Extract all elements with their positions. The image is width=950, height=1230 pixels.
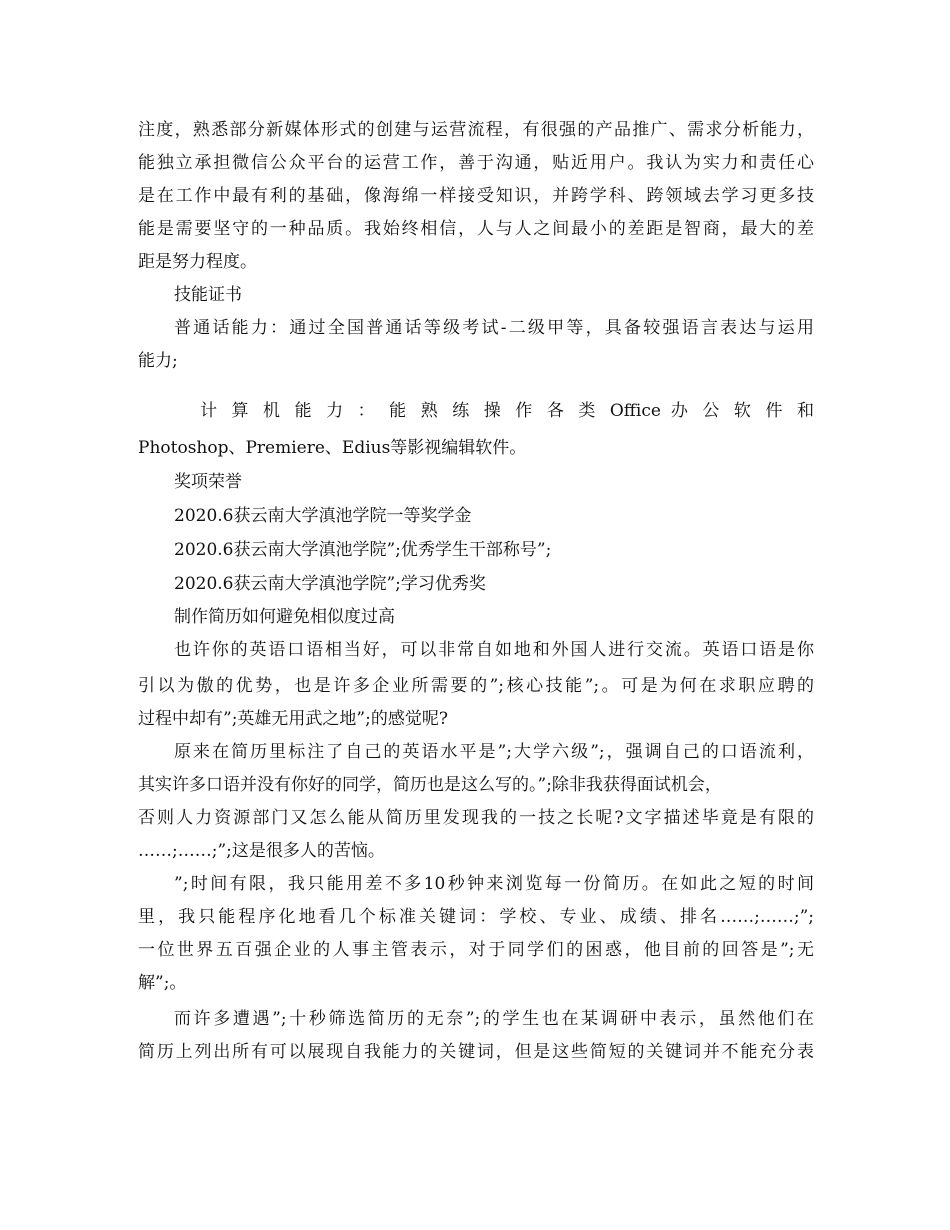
awards-heading: 奖项荣誉 [174,472,242,492]
mandarin-line-2: 能力; [138,351,178,371]
award-item: 2020.6获云南大学滇池学院”;优秀学生干部称号”; [174,540,552,560]
intro-line-4: 能是需要坚守的一种品质。我始终相信，人与人之间最小的差距是智商，最大的差 [138,219,814,239]
intro-line-3: 是在工作中最有利的基础，像海绵一样接受知识，并跨学科、跨领域去学习更多技 [138,186,814,206]
section-heading: 制作简历如何避免相似度过高 [174,607,395,627]
intro-line-1: 注度，熟悉部分新媒体形式的创建与运营流程，有很强的产品推广、需求分析能力， [138,120,814,140]
p3-line-2: 里，我只能程序化地看几个标准关键词：学校、专业、成绩、排名……;……;”; [138,907,814,927]
computer-line-2: Photoshop、Premiere、Edius等影视编辑软件。 [138,438,527,458]
p3-line-4: 解”;。 [138,973,187,993]
skills-heading: 技能证书 [174,285,242,305]
intro-line-2: 能独立承担微信公众平台的运营工作，善于沟通，贴近用户。我认为实力和责任心 [138,153,814,173]
p1-line-2: 引以为傲的优势，也是许多企业所需要的”;核心技能”;。可是为何在求职应聘的 [138,676,814,696]
mandarin-line-1: 普通话能力：通过全国普通话等级考试-二级甲等，具备较强语言表达与运用 [174,318,814,338]
computer-line-1: 计 算 机 能 力 ： 能 熟 练 操 作 各 类 Office 办 公 软 件 和 [200,401,814,421]
p4-line-1: 而许多遭遇”;十秒筛选简历的无奈”;的学生也在某调研中表示，虽然他们在 [174,1009,814,1029]
award-item: 2020.6获云南大学滇池学院一等奖学金 [174,506,472,526]
p2-line-3: 否则人力资源部门又怎么能从简历里发现我的一技之长呢?文字描述毕竟是有限的 [138,808,814,828]
p4-line-2: 简历上列出所有可以展现自我能力的关键词，但是这些简短的关键词并不能充分表 [138,1042,814,1062]
intro-line-5: 距是努力程度。 [138,252,257,272]
p2-line-4: ……;……;”;这是很多人的苦恼。 [138,841,385,861]
p1-line-1: 也许你的英语口语相当好，可以非常自如地和外国人进行交流。英语口语是你 [174,640,814,660]
p3-line-1: ”;时间有限，我只能用差不多10秒钟来浏览每一份简历。在如此之短的时间 [174,874,814,894]
award-item: 2020.6获云南大学滇池学院”;学习优秀奖 [174,574,486,594]
p3-line-3: 一位世界五百强企业的人事主管表示，对于同学们的困惑，他目前的回答是”;无 [138,940,814,960]
p1-line-3: 过程中却有”;英雄无用武之地”;的感觉呢? [138,709,448,729]
p2-line-2: 其实许多口语并没有你好的同学，简历也是这么写的。”;除非我获得面试机会， [138,775,722,795]
p2-line-1: 原来在简历里标注了自己的英语水平是”;大学六级”;，强调自己的口语流利， [174,742,814,762]
